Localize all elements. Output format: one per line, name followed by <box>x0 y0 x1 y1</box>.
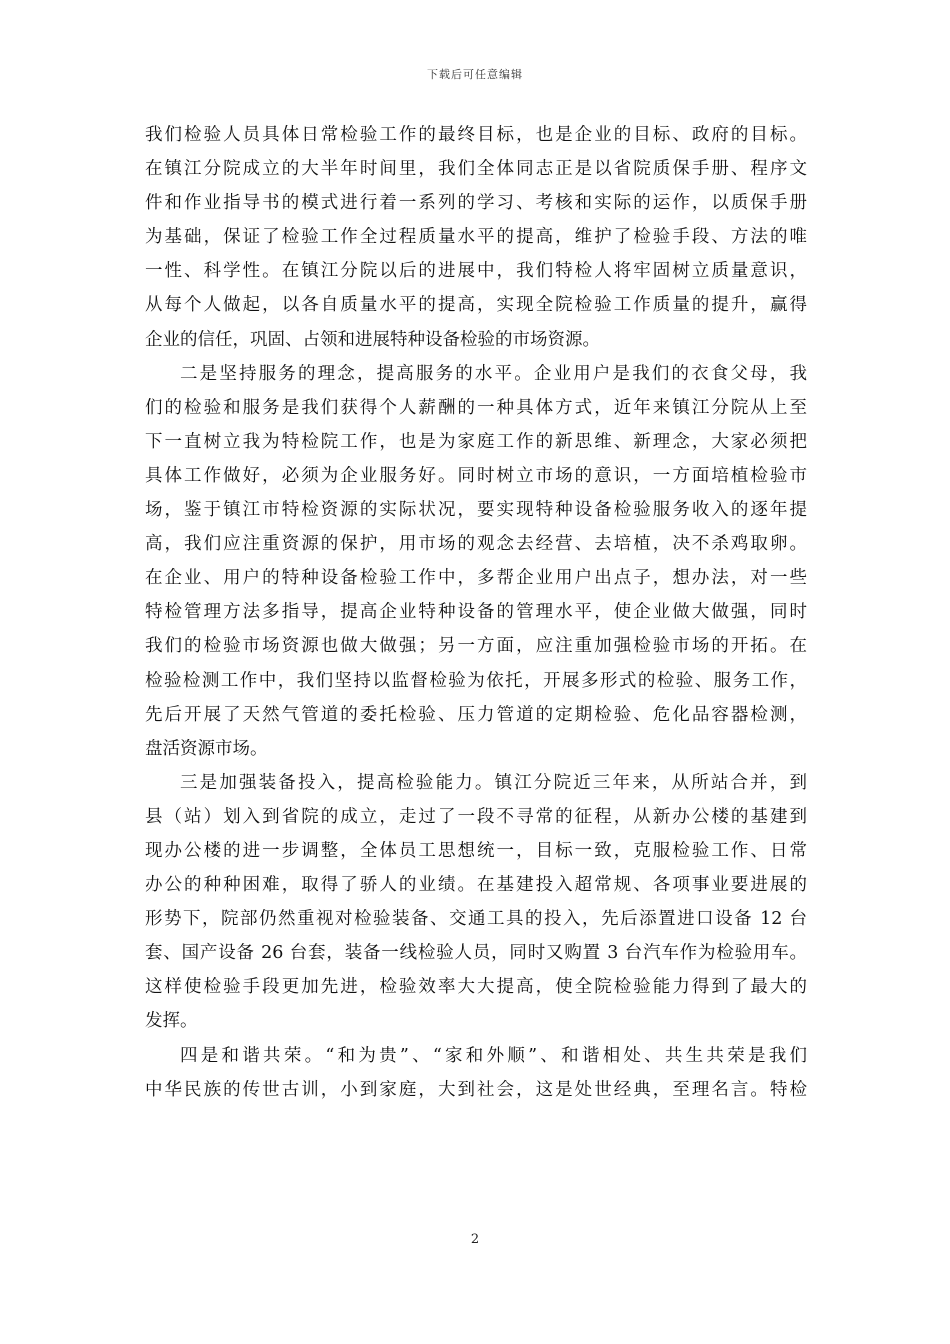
page-number: 2 <box>470 1232 480 1247</box>
text-line: 在镇江分院成立的大半年时间里，我们全体同志正是以省院质保手册、程序文 <box>145 159 807 180</box>
text-line: 盘活资源市场。 <box>145 738 268 759</box>
text-line: 们的检验和服务是我们获得个人薪酬的一种具体方式，近年来镇江分院从上至 <box>145 397 807 418</box>
page-header: 下载后可任意编辑 <box>427 68 523 81</box>
text-line: 中华民族的传世古训，小到家庭，大到社会，这是处世经典，至理名言。特检 <box>145 1079 807 1100</box>
document-body <box>145 118 807 1107</box>
paragraph-first-line: 三是加强装备投入，提高检验能力。镇江分院近三年来，从所站合并，到 <box>180 772 807 793</box>
text-line: 高，我们应注重资源的保护，用市场的观念去经营、去培植，决不杀鸡取卵。 <box>145 534 807 555</box>
text-line: 在企业、用户的特种设备检验工作中，多帮企业用户出点子，想办法，对一些 <box>145 568 807 589</box>
text-line: 具体工作做好，必须为企业服务好。同时树立市场的意识，一方面培植检验市 <box>145 465 807 486</box>
paragraph-first-line: 四是和谐共荣。“和为贵”、“家和外顺”、和谐相处、共生共荣是我们 <box>180 1045 807 1066</box>
text-line: 我们的检验市场资源也做大做强；另一方面，应注重加强检验市场的开拓。在 <box>145 636 807 657</box>
text-line: 检验检测工作中，我们坚持以监督检验为依托，开展多形式的检验、服务工作， <box>145 670 807 691</box>
text-line: 企业的信任，巩固、占领和进展特种设备检验的市场资源。 <box>145 329 600 350</box>
text-line: 这样使检验手段更加先进，检验效率大大提高，使全院检验能力得到了最大的 <box>145 977 807 998</box>
text-line: 件和作业指导书的模式进行着一系列的学习、考核和实际的运作，以质保手册 <box>145 193 807 214</box>
text-line: 办公的种种困难，取得了骄人的业绩。在基建投入超常规、各项事业要进展的 <box>145 875 807 896</box>
text-line: 先后开展了天然气管道的委托检验、压力管道的定期检验、危化品容器检测， <box>145 704 807 725</box>
text-line: 场，鉴于镇江市特检资源的实际状况，要实现特种设备检验服务收入的逐年提 <box>145 500 807 521</box>
text-line: 县（站）划入到省院的成立，走过了一段不寻常的征程，从新办公楼的基建到 <box>145 806 807 827</box>
text-line: 从每个人做起，以各自质量水平的提高，实现全院检验工作质量的提升，赢得 <box>145 295 807 316</box>
text-line: 下一直树立我为特检院工作，也是为家庭工作的新思维、新理念，大家必须把 <box>145 431 807 452</box>
text-line: 现办公楼的进一步调整，全体员工思想统一，目标一致，克服检验工作、日常 <box>145 840 807 861</box>
text-line: 为基础，保证了检验工作全过程质量水平的提高，维护了检验手段、方法的唯 <box>145 227 807 248</box>
text-line: 形势下，院部仍然重视对检验装备、交通工具的投入，先后添置进口设备 12 台 <box>145 909 807 930</box>
paragraph-first-line: 二是坚持服务的理念，提高服务的水平。企业用户是我们的衣食父母，我 <box>180 363 807 384</box>
text-line: 发挥。 <box>145 1011 198 1032</box>
text-line: 套、国产设备 26 台套，装备一线检验人员，同时又购置 3 台汽车作为检验用车。 <box>145 943 807 964</box>
text-line: 特检管理方法多指导，提高企业特种设备的管理水平，使企业做大做强，同时 <box>145 602 807 623</box>
text-line: 一性、科学性。在镇江分院以后的进展中，我们特检人将牢固树立质量意识， <box>145 261 807 282</box>
text-line: 我们检验人员具体日常检验工作的最终目标，也是企业的目标、政府的目标。 <box>145 125 807 145</box>
